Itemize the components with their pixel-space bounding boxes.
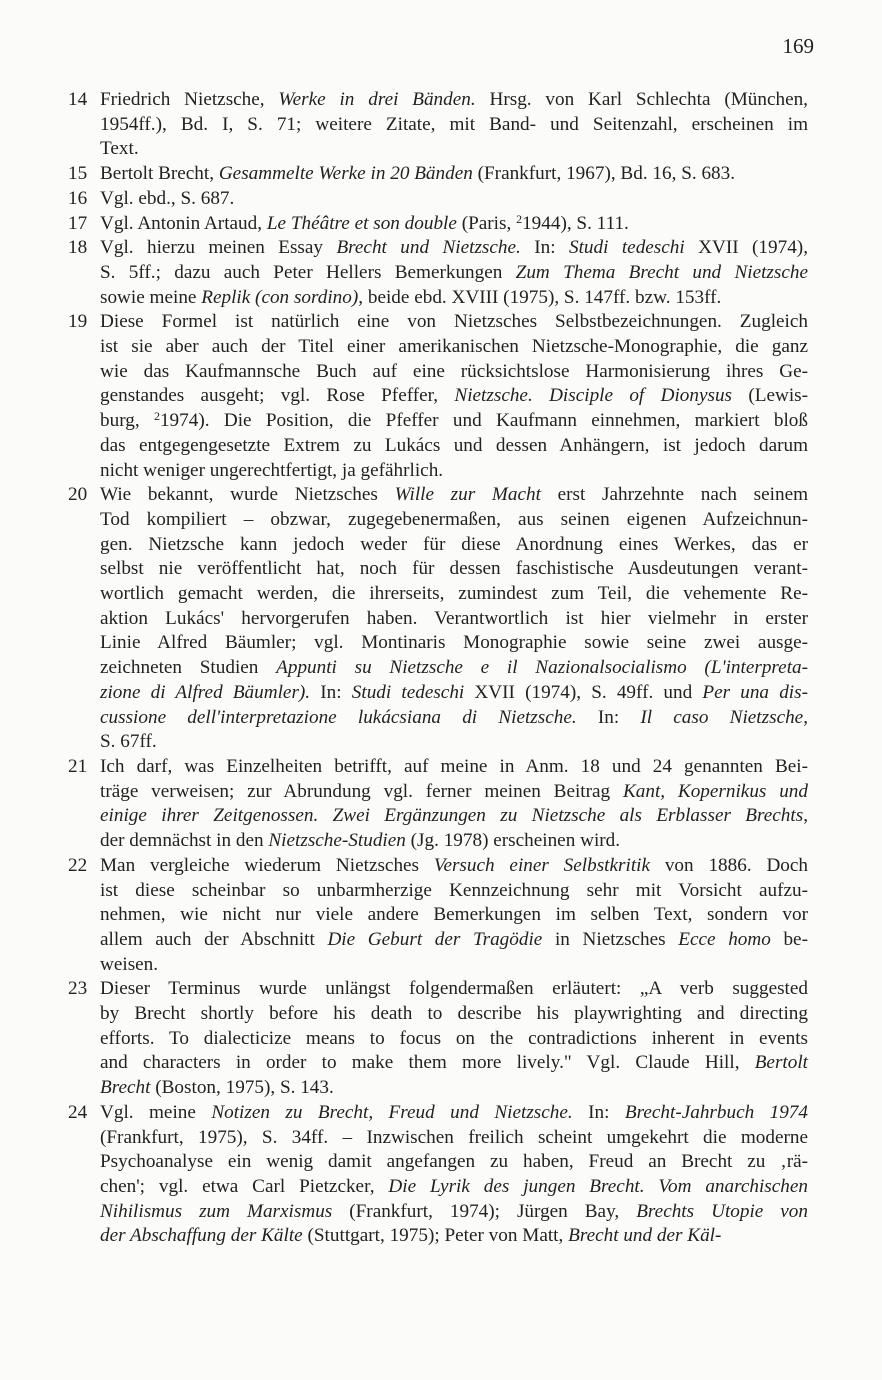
endnote-number: 15 [68, 163, 88, 185]
text-line: sowie meine Replik (con sordino), beide ebd. XVIII (1975), S. 147ff. bzw. 153ff. [100, 286, 722, 308]
text-line: Dieser Terminus wurde unlängst folgendermaßen erläutert: „A verb suggested [100, 978, 808, 1000]
endnote-text [100, 88, 808, 162]
text-line: genstandes ausgeht; vgl. Rose Pfeffer, Nietzsche. Disciple of Dionysus (Lewis- [100, 385, 809, 407]
text-line: das entgegengesetzte Extrem zu Lukács und dessen Anhängern, ist jedoch darum [100, 434, 808, 456]
endnote-text [100, 212, 808, 237]
text-line: Brecht (Boston, 1975), S. 143. [100, 1077, 334, 1099]
text-line: aktion Lukács' hervorgerufen haben. Verantwortlich ist hier vielmehr in erster [100, 607, 808, 629]
text-line: by Brecht shortly before his death to describe his playwrighting and directing [100, 1003, 808, 1025]
text-line: cussione dell'interpretazione lukácsiana di Nietzsche. In: Il caso Nietzsche, [100, 706, 808, 728]
text-line: wie das Kaufmannsche Buch auf eine rücksichtslose Harmonisierung ihres Ge- [100, 360, 808, 382]
endnote-17 [68, 212, 812, 237]
endnote-number: 21 [68, 755, 88, 777]
endnote-number: 14 [68, 89, 88, 110]
text-line: 1954ff.), Bd. I, S. 71; weitere Zitate, mit Band- und Seitenzahl, erscheinen im [100, 113, 808, 135]
page-number: 169 [782, 34, 814, 58]
endnote-text [100, 755, 808, 854]
text-line: einige ihrer Zeitgenossen. Zwei Ergänzungen zu Nietzsche als Erblasser Brechts, [100, 805, 808, 827]
text-line: ist sie aber auch der Titel einer amerikanischen Nietzsche-Monographie, die ganz [100, 336, 808, 358]
text-line: Vgl. hierzu meinen Essay Brecht und Nietzsche. In: Studi tedeschi XVII (1974), [100, 237, 808, 259]
text-line: zione di Alfred Bäumler). In: Studi tedeschi XVII (1974), S. 49ff. und Per una dis- [100, 681, 808, 703]
text-line: S. 67ff. [100, 731, 157, 753]
text-line: Linie Alfred Bäumler; vgl. Montinaris Monographie sowie seine zwei ausge- [100, 632, 808, 654]
text-line: Vgl. Antonin Artaud, Le Théâtre et son double (Paris, $^2$1944), S. 111. [100, 211, 629, 234]
text-line: wortlich gemacht werden, die ihrerseits, zumindest zum Teil, die vehemente Re- [100, 583, 808, 605]
text-line: allem auch der Abschnitt Die Geburt der Tragödie in Nietzsches Ecce homo be- [100, 928, 808, 950]
text-line: gen. Nietzsche kann jedoch weder für diese Anordnung eines Werkes, das er [100, 533, 808, 555]
endnote-text [100, 483, 808, 755]
endnote-text [100, 1101, 808, 1249]
endnote-text [100, 854, 808, 978]
text-line: ist diese scheinbar so unbarmherzige Kennzeichnung sehr mit Vorsicht aufzu- [100, 879, 808, 901]
text-line: nicht weniger ungerechtfertigt, ja gefährlich. [100, 459, 444, 481]
endnote-20 [68, 483, 812, 755]
text-line: der demnächst in den Nietzsche-Studien (Jg. 1978) erscheinen wird. [100, 830, 621, 852]
text-line: and characters in order to make them more lively." Vgl. Claude Hill, Bertolt [100, 1052, 808, 1074]
endnote-number: 16 [68, 187, 88, 209]
text-line: Psychoanalyse ein wenig damit angefangen zu haben, Freud an Brecht zu ‚rä- [100, 1151, 808, 1173]
endnote-19 [68, 310, 812, 483]
endnote-18 [68, 236, 812, 310]
endnotes [68, 88, 812, 1249]
text-line: Tod kompiliert – obzwar, zugegebenermaßen, aus seinen eigenen Aufzeichnun- [100, 508, 808, 530]
text-line: S. 5ff.; dazu auch Peter Hellers Bemerkungen Zum Thema Brecht und Nietzsche [100, 261, 808, 283]
text-line: Diese Formel ist natürlich eine von Nietzsches Selbstbezeichnungen. Zugleich [100, 311, 808, 333]
text-line: Man vergleiche wiederum Nietzsches Versuch einer Selbstkritik von 1886. Doch [100, 854, 809, 876]
endnote-number: 18 [68, 237, 88, 259]
endnote-text [100, 162, 808, 187]
endnote-number: 17 [68, 212, 88, 234]
text-line: (Frankfurt, 1975), S. 34ff. – Inzwischen freilich scheint umgekehrt die moderne [100, 1126, 808, 1148]
endnote-number: 19 [68, 311, 88, 333]
text-line: Vgl. meine Notizen zu Brecht, Freud und Nietzsche. In: Brecht-Jahrbuch 1974 [100, 1101, 808, 1123]
text-line: Bertolt Brecht, Gesammelte Werke in 20 Bänden (Frankfurt, 1967), Bd. 16, S. 683. [100, 163, 736, 185]
endnote-text [100, 187, 808, 212]
text-line: efforts. To dialecticize means to focus on the contradictions inherent in events [100, 1027, 808, 1049]
endnote-text [100, 236, 808, 310]
text-line: träge verweisen; zur Abrundung vgl. ferner meinen Beitrag Kant, Kopernikus und [100, 780, 808, 802]
endnote-text [100, 310, 808, 483]
endnote-21 [68, 755, 812, 854]
text-line: Vgl. ebd., S. 687. [100, 187, 235, 209]
text-line: nehmen, wie nicht nur viele andere Bemerkungen im selben Text, sondern vor [100, 904, 808, 926]
endnote-text [100, 977, 808, 1101]
endnote-number: 20 [68, 484, 88, 506]
text-line: selbst nie veröffentlicht hat, noch für dessen faschistische Ausdeutungen verant- [100, 558, 808, 580]
endnote-16 [68, 187, 812, 212]
text-line: chen'; vgl. etwa Carl Pietzcker, Die Lyrik des jungen Brecht. Vom anarchischen [100, 1175, 808, 1197]
text-line: Wie bekannt, wurde Nietzsches Wille zur Macht erst Jahrzehnte nach seinem [100, 484, 809, 506]
endnote-number: 22 [68, 854, 88, 876]
text-line: Ich darf, was Einzelheiten betrifft, auf meine in Anm. 18 und 24 genannten Bei- [100, 755, 808, 777]
text-line: der Abschaffung der Kälte (Stuttgart, 1975); Peter von Matt, Brecht und der Käl- [100, 1225, 722, 1247]
text-line: Text. [100, 138, 139, 160]
endnote-24 [68, 1101, 812, 1249]
endnote-14 [68, 88, 812, 162]
text-line: zeichneten Studien Appunti su Nietzsche e il Nazionalsocialismo (L'interpreta- [100, 657, 809, 679]
endnote-23 [68, 977, 812, 1101]
text-line: Friedrich Nietzsche, Werke in drei Bänden. Hrsg. von Karl Schlechta (München, [100, 89, 808, 110]
endnote-22 [68, 854, 812, 978]
endnote-number: 23 [68, 978, 88, 1000]
text-line: burg, $^2$1974). Die Position, die Pfeffer und Kaufmann einnehmen, markiert bloß [100, 409, 808, 432]
endnote-number: 24 [68, 1101, 88, 1123]
text-line: weisen. [100, 953, 159, 975]
text-line: Nihilismus zum Marxismus (Frankfurt, 1974); Jürgen Bay, Brechts Utopie von [100, 1200, 808, 1222]
endnote-15 [68, 162, 812, 187]
